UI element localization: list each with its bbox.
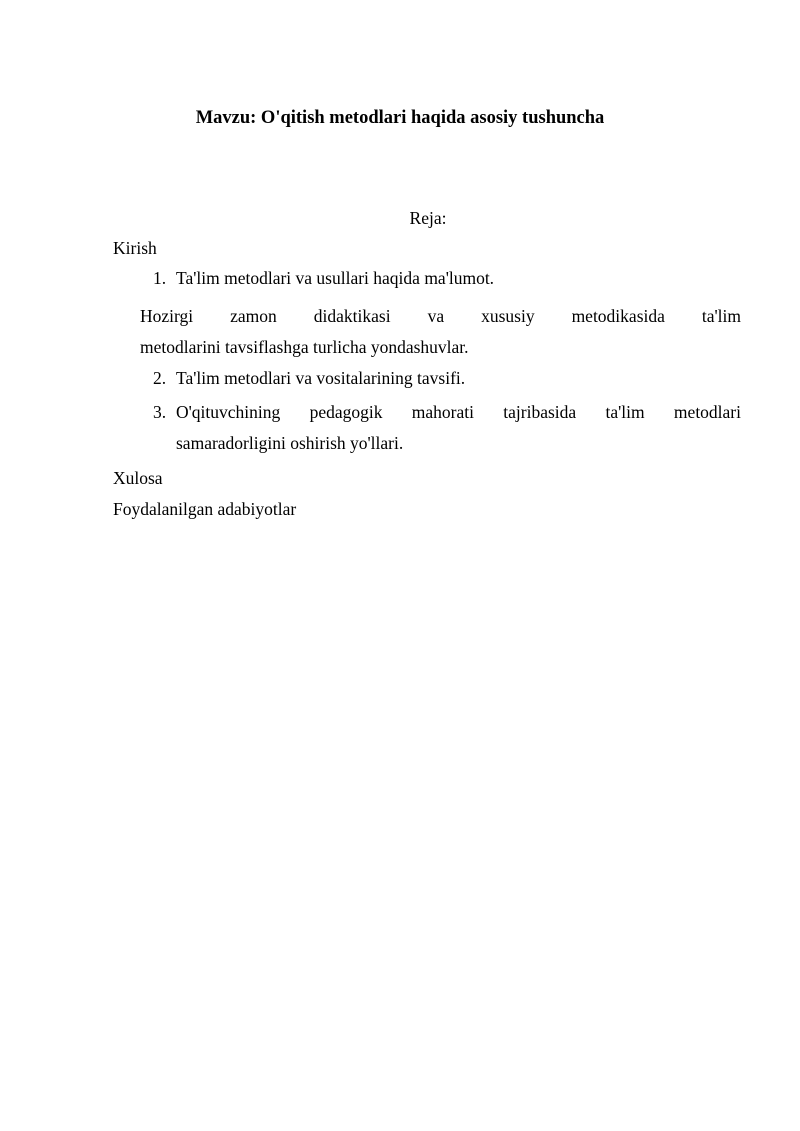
plan-heading: Reja: — [409, 208, 447, 228]
item-2-number: 2. — [153, 368, 167, 388]
intro-heading: Kirish — [113, 238, 157, 258]
conclusion-heading: Xulosa — [113, 468, 163, 488]
item-3-line-1: O'qituvchining pedagogik mahorati tajribasida ta'lim metodlari — [176, 402, 741, 422]
item-1-text: Ta'lim metodlari va usullari haqida ma'lumot. — [176, 268, 495, 288]
sub-paragraph-line-2: metodlarini tavsiflashga turlicha yondashuvlar. — [140, 337, 469, 357]
document-title: Mavzu: O'qitish metodlari haqida asosiy tushuncha — [195, 108, 605, 128]
references-heading: Foydalanilgan adabiyotlar — [113, 499, 297, 519]
item-1-number: 1. — [153, 268, 167, 288]
item-3-number: 3. — [153, 402, 167, 422]
item-3-line-2: samaradorligini oshirish yo'llari. — [176, 433, 404, 453]
item-2-text: Ta'lim metodlari va vositalarining tavsifi. — [176, 368, 466, 388]
sub-paragraph-line-1: Hozirgi zamon didaktikasi va xususiy metodikasida ta'lim — [140, 306, 741, 326]
